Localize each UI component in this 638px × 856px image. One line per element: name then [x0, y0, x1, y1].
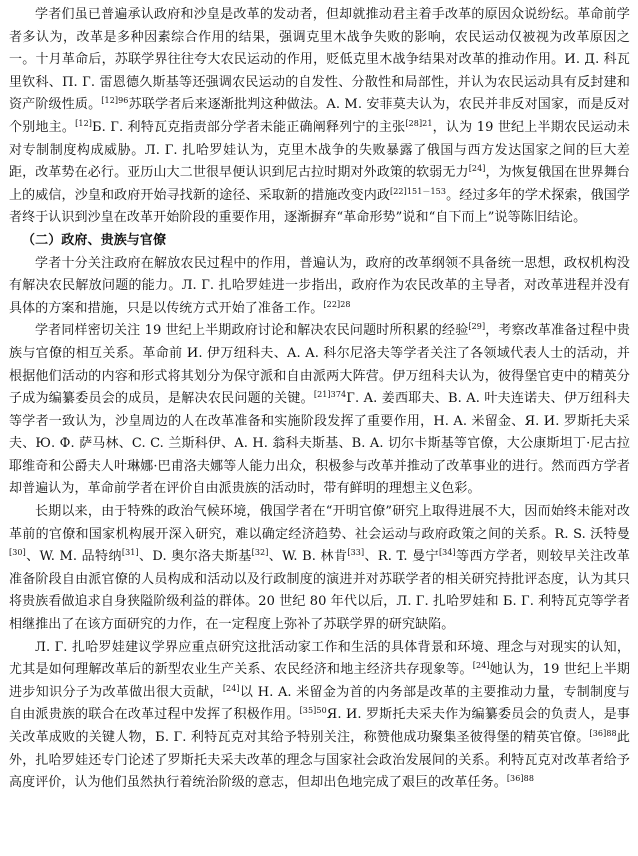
- text-run: 学者十分关注政府在解放农民过程中的作用，普遍认为，政府的改革纲领不具备统一思想，政权机构没有解决农民解放问题的能力。Л. Г. 扎哈罗娃进一步指出，政府作为农民改革的主导者，对改革进程并没有具体的方案和措施，只是以传统方式开始了准备工作。: [9, 255, 630, 316]
- citation-marker: [33]: [347, 548, 365, 558]
- citation-marker: [22]151－153: [390, 186, 447, 196]
- citation-marker: [24]: [472, 661, 490, 671]
- text-run: 长期以来，由于特殊的政治气候环境，俄国学者在“开明官僚”研究上取得进展不大，因而始终未能对改革前的官僚和国家机构展开深入研究，难以确定经济趋势、社会运动与政府政策之间的关系。R. S. 沃特曼: [9, 504, 630, 542]
- text-run: Я. И. 罗斯托夫采夫作为编纂委员会的负责人，是事关改革成败的关键人物，Б. Г. 利特瓦克对其给予特别关注，称赞他成功聚集圣彼得堡的精英官僚。: [9, 707, 631, 745]
- paragraph-4: [9, 637, 630, 795]
- citation-marker: [30]: [9, 548, 26, 558]
- text-run: ，考察改革准备过程中贵族与官僚的相互关系。革命前 И. 伊万纽科夫、A. A. 科尔尼洛夫等学者关注了各领域代表人士的活动，并根据他们活动的内容和形式将其划分为保守派和自由派两大阵营。伊万纽科夫认为，彼得堡官吏中的精英分子成为编纂委员会的成员，是解决农民问题的关键。: [9, 323, 630, 407]
- citation-marker: [12]96: [101, 96, 129, 106]
- citation-marker: [34]: [438, 548, 456, 558]
- paragraph-0: [9, 4, 630, 230]
- text-run: 、W. B. 林肯: [268, 549, 348, 565]
- paragraph-1: [9, 253, 630, 321]
- text-run: 此外，扎哈罗娃还专门论述了罗斯托夫采夫改革的理念与国家社会政治发展间的关系。利特瓦克对改革者给予高度评价，认为他们虽然执行着统治阶级的意志，但却出色地完成了艰巨的改革任务。: [9, 730, 630, 791]
- text-run: 。经过多年的学术探索，俄国学者终于认识到沙皇在改革开始阶段的重要作用，逐渐摒弃“革命形势”说和“自下而上”说等陈旧结论。: [9, 187, 630, 226]
- text-run: ，为恢复俄国在世界舞台上的威信，沙皇和政府开始寻找新的途径、采取新的措施改变内政: [9, 165, 630, 203]
- text-run: 、W. M. 品特纳: [25, 549, 122, 565]
- text-run: 学者们虽已普遍承认政府和沙皇是改革的发动者，但却就推动君主着手改革的原因众说纷纭。革命前学者多认为，改革是多种因素综合作用的结果，强调克里木战争失败的影响，农民运动仅被视为改革原因之一。十月革命后，苏联学界往往夸大农民运动的作用，贬低克里木战争结果对改革的推动作用。И. Д. 科瓦里钦科、П. Г. 雷恩德久斯基等还强调农民运动的自发性、分散性和局部性，并认为农民运动具有反封建和资产阶级性质。: [9, 7, 630, 113]
- paragraph-2: [9, 320, 630, 501]
- citation-marker: [28]21: [405, 118, 433, 128]
- text-run: 、R. T. 曼宁: [364, 549, 439, 565]
- citation-marker: [29]: [468, 322, 486, 332]
- text-run: Б. Г. 利特瓦克指责部分学者未能正确阐释列宁的主张: [91, 119, 406, 135]
- citation-marker: [36]88: [589, 729, 617, 738]
- text-run: 苏联学者后来逐渐批判这种做法。A. M. 安菲莫夫认为，农民并非反对国家，而是反对个别地主。: [9, 97, 630, 135]
- citation-marker: [22]28: [323, 299, 351, 309]
- text-run: 、D. 奥尔洛夫斯基: [138, 549, 252, 565]
- citation-marker: [12]: [75, 118, 92, 128]
- citation-marker: [24]: [222, 683, 240, 693]
- text-run: ，认为 19 世纪上半期农民运动未对专制制度构成威胁。Л. Г. 扎哈罗娃认为，克里木战争的失败暴露了俄国与西方发达国家之间的巨大差距，改革势在必行。亚历山大二世很早便认识到尼古拉时期对外政策的软弱无力: [9, 119, 630, 181]
- text-run: 学者同样密切关注 19 世纪上半期政府讨论和解决农民问题时所积累的经验: [35, 323, 469, 339]
- text-run: 以 H. A. 米留金为首的内务部是改革的主要推动力量，专制制度与自由派贵族的联合在改革过程中发挥了积极作用。: [9, 684, 630, 723]
- section-heading: （二）政府、贵族与官僚: [22, 232, 167, 248]
- text-run: 她认为，19 世纪上半期进步知识分子为改革做出很大贡献，: [9, 662, 630, 700]
- citation-marker: [31]: [121, 548, 139, 558]
- text-run: Л. Г. 扎哈罗娃建议学界应重点研究这批活动家工作和生活的具体背景和环境、理念与对现实的认知，尤其是如何理解改革后的新型农业生产关系、农民经济和地主经济共存现象等。: [9, 639, 630, 678]
- paragraph-3: [9, 501, 630, 637]
- text-run: Г. A. 姜西耶夫、B. A. 叶夫连诺夫、伊万纽科夫等学者一致认为，沙皇周边的人在改革准备和实施阶段发挥了重要作用，H. A. 米留金、Я. И. 罗斯托夫采夫、Ю. Ф. 萨马林、C. C. 兰斯科伊、A. H. 翁科夫斯基、B. A. 切尔卡斯基等官僚，大公康斯坦丁·尼古拉耶维奇和公爵夫人叶琳娜·巴甫洛夫娜等人能力出众，积极参与改革并推动了改革事业的进行。然而西方学者却普遍认为，革命前学者在评价自由派贵族的活动时，带有鲜明的理想主义色彩。: [9, 391, 630, 497]
- citation-marker: [36]88: [506, 774, 535, 784]
- text-run: 等西方学者，则较早关注改革准备阶段自由派官僚的人员构成和活动以及行政制度的演进并对苏联学者的相关研究持批评态度，认为其只将贵族看做追求自身狭隘阶级利益的群体。20 世纪 80 年代以后，Л. Г. 扎哈罗娃和 Б. Г. 利特瓦克等学者相继推出了在该方面研究的力作，在一定程度上弥补了苏联学界的研究缺陷。: [9, 549, 630, 633]
- citation-marker: [35]50: [299, 706, 327, 716]
- citation-marker: [32]: [251, 548, 269, 558]
- citation-marker: [24]: [468, 164, 486, 174]
- citation-marker: [21]374: [313, 390, 347, 400]
